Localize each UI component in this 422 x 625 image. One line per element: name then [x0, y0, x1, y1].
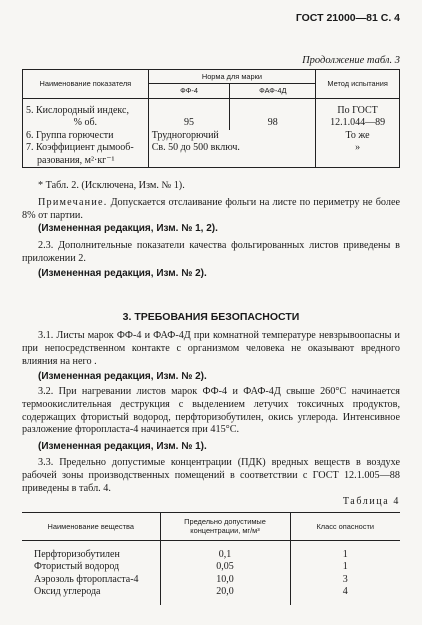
cell-name: 7. Коэффициент дымооб-: [23, 142, 149, 155]
table-row: [22, 561, 400, 574]
cell-name: разования, м²·кг⁻¹: [23, 155, 149, 168]
col-header-name: Наименование показателя: [23, 70, 149, 99]
cell-name: 6. Группа горючести: [23, 130, 149, 143]
col-header-class: Класс опасности: [290, 513, 400, 541]
cell-method: По ГОСТ: [316, 105, 400, 118]
note-label: Примечание.: [38, 197, 108, 208]
section-heading: 3. ТРЕБОВАНИЯ БЕЗОПАСНОСТИ: [122, 311, 300, 323]
footnote: * Табл. 2. (Исключена, Изм. № 1).: [38, 180, 185, 191]
col-header-method: Метод испытания: [316, 70, 400, 99]
paragraph-3-3-visible: 3.3. Предельно допустимые концентрации (ПДК) вредных веществ в воздухе рабочей зоны производственных помещений в соответствии с ГОСТ 12.1.005—88 приведены в табл. 4.: [22, 457, 400, 494]
table-row: [23, 155, 400, 168]
cell-pdk: 0,1: [160, 549, 290, 562]
col-header-faf4d: ФАФ-4Д: [230, 84, 316, 98]
table-3: [22, 69, 400, 168]
cell-class: 1: [290, 549, 400, 562]
table-row: [22, 586, 400, 599]
cell-name: 5. Кислородный индекс,: [23, 105, 149, 118]
cell-pdk: 20,0: [160, 586, 290, 599]
cell-class: 3: [290, 574, 400, 587]
cell-pdk: 10,0: [160, 574, 290, 587]
paragraph-3-2: 3.2. При нагревании листов марок ФФ-4 и ФАФ-4Д свыше 260°С начинается термоокислительная деструкция с выделением летучих токсичных продуктов, содержащих фтористый водород, перфторизобутилен, окись углерода. Интенсивное разложение фторопласта-4 начинается при 415°С.: [22, 386, 400, 436]
edit-note: (Измененная редакция, Изм. № 2).: [38, 268, 207, 279]
note-text: Допускается отслаивание фольги на листе по периметру не более 8% от партии.: [22, 197, 400, 221]
cell-method: »: [316, 142, 400, 155]
cell-ff4: Св. 50 до 500 включ.: [148, 142, 316, 155]
col-header-ff4: ФФ-4: [148, 84, 230, 98]
cell-pdk: 0,05: [160, 561, 290, 574]
table-row: [23, 117, 400, 130]
col-header-norm: Норма для марки: [148, 70, 316, 84]
table-row: [23, 142, 400, 155]
table-4-label: Таблица 4: [342, 496, 400, 507]
paragraph-2-3: 2.3. Дополнительные показатели качества фольгированных листов приведены в приложении 2.: [22, 240, 400, 264]
cell-class: 4: [290, 586, 400, 599]
cell-class: 1: [290, 561, 400, 574]
table-row: [22, 574, 400, 587]
cell-method: 12.1.044—89: [316, 117, 400, 130]
cell-ff4: Трудногорючий: [148, 130, 316, 143]
page-header: ГОСТ 21000—81 С. 4: [295, 12, 400, 24]
cell-substance: Перфторизобутилен: [22, 549, 160, 562]
table-row: [22, 549, 400, 562]
cell-faf4d: 98: [230, 117, 316, 130]
table-continuation-label: Продолжение табл. 3: [302, 55, 400, 66]
cell-name: % об.: [23, 117, 149, 130]
col-header-pdk: Предельно допустимые концентрации, мг/м³: [160, 513, 290, 541]
cell-ff4: 95: [148, 117, 230, 130]
table-row: [23, 105, 400, 118]
edit-note: (Измененная редакция, Изм. № 2).: [38, 371, 207, 382]
edit-note: (Измененная редакция, Изм. № 1).: [38, 441, 207, 452]
col-header-substance: Наименование вещества: [22, 513, 160, 541]
edit-note: (Измененная редакция, Изм. № 1, 2).: [38, 223, 218, 234]
table-row: [23, 130, 400, 143]
cell-method: То же: [316, 130, 400, 143]
paragraph-3-1: 3.1. Листы марок ФФ-4 и ФАФ-4Д при комнатной температуре невзрывоопасны и при непосредственном контакте с организмом человека не оказывают вредного влияния на него .: [22, 330, 400, 367]
cell-substance: Оксид углерода: [22, 586, 160, 599]
cell-substance: Аэрозоль фторопласта-4: [22, 574, 160, 587]
cell-substance: Фтористый водород: [22, 561, 160, 574]
table-4: [22, 512, 400, 605]
note: [22, 197, 400, 223]
